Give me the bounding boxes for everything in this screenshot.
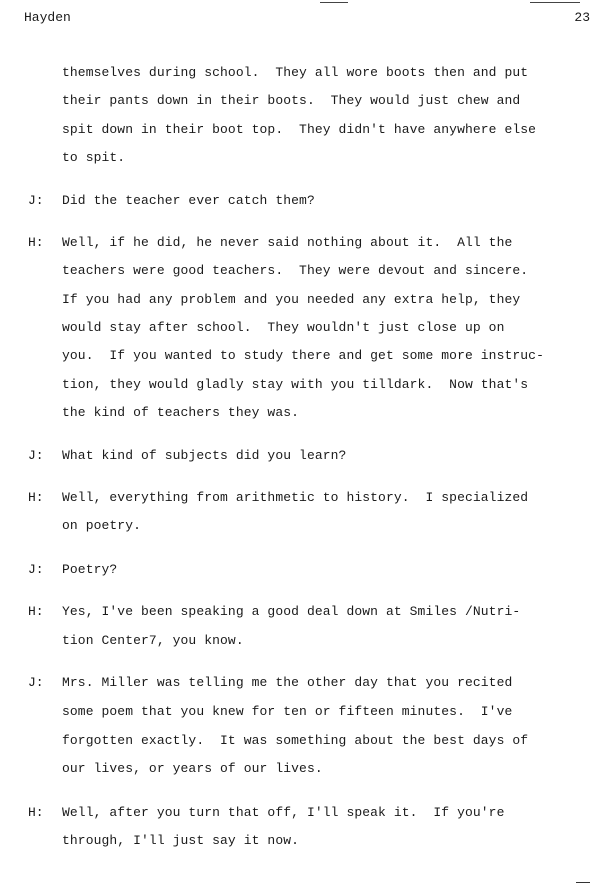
text-line: Well, everything from arithmetic to history. I specialized	[62, 490, 529, 505]
text-line: Did the teacher ever catch them?	[62, 193, 315, 208]
text-line: some poem that you knew for ten or fifteen minutes. I've	[62, 704, 513, 719]
text-line: teachers were good teachers. They were devout and sincere.	[62, 263, 529, 278]
text-line: themselves during school. They all wore boots then and put	[62, 65, 529, 80]
text-line: Well, after you turn that off, I'll speak it. If you're	[62, 805, 505, 820]
speaker-label: H:	[28, 604, 44, 619]
speaker-label: J:	[28, 448, 44, 463]
text-line: Yes, I've been speaking a good deal down at Smiles /Nutri-	[62, 604, 521, 619]
top-scan-mark	[320, 2, 348, 3]
speaker-label: H:	[28, 490, 44, 505]
text-line: forgotten exactly. It was something about the best days of	[62, 733, 529, 748]
text-line: you. If you wanted to study there and get some more instruc-	[62, 348, 544, 363]
text-line: tion, they would gladly stay with you tilldark. Now that's	[62, 377, 529, 392]
text-line: through, I'll just say it now.	[62, 833, 300, 848]
header-name: Hayden	[24, 10, 71, 25]
page-number: 23	[574, 10, 590, 25]
footer-mark	[576, 882, 590, 883]
text-line: Poetry?	[62, 562, 118, 577]
text-line: spit down in their boot top. They didn't have anywhere else	[62, 122, 537, 137]
text-line: What kind of subjects did you learn?	[62, 448, 347, 463]
top-scan-mark	[530, 2, 580, 3]
text-line: the kind of teachers they was.	[62, 405, 300, 420]
text-line: would stay after school. They wouldn't just close up on	[62, 320, 505, 335]
text-line: If you had any problem and you needed any extra help, they	[62, 292, 521, 307]
text-line: on poetry.	[62, 518, 142, 533]
speaker-label: J:	[28, 562, 44, 577]
speaker-label: H:	[28, 805, 44, 820]
speaker-label: J:	[28, 675, 44, 690]
speaker-label: J:	[28, 193, 44, 208]
text-line: tion Center7, you know.	[62, 633, 244, 648]
text-line: to spit.	[62, 150, 126, 165]
text-line: Well, if he did, he never said nothing about it. All the	[62, 235, 513, 250]
text-line: our lives, or years of our lives.	[62, 761, 323, 776]
speaker-label: H:	[28, 235, 44, 250]
text-line: their pants down in their boots. They would just chew and	[62, 93, 521, 108]
text-line: Mrs. Miller was telling me the other day that you recited	[62, 675, 513, 690]
